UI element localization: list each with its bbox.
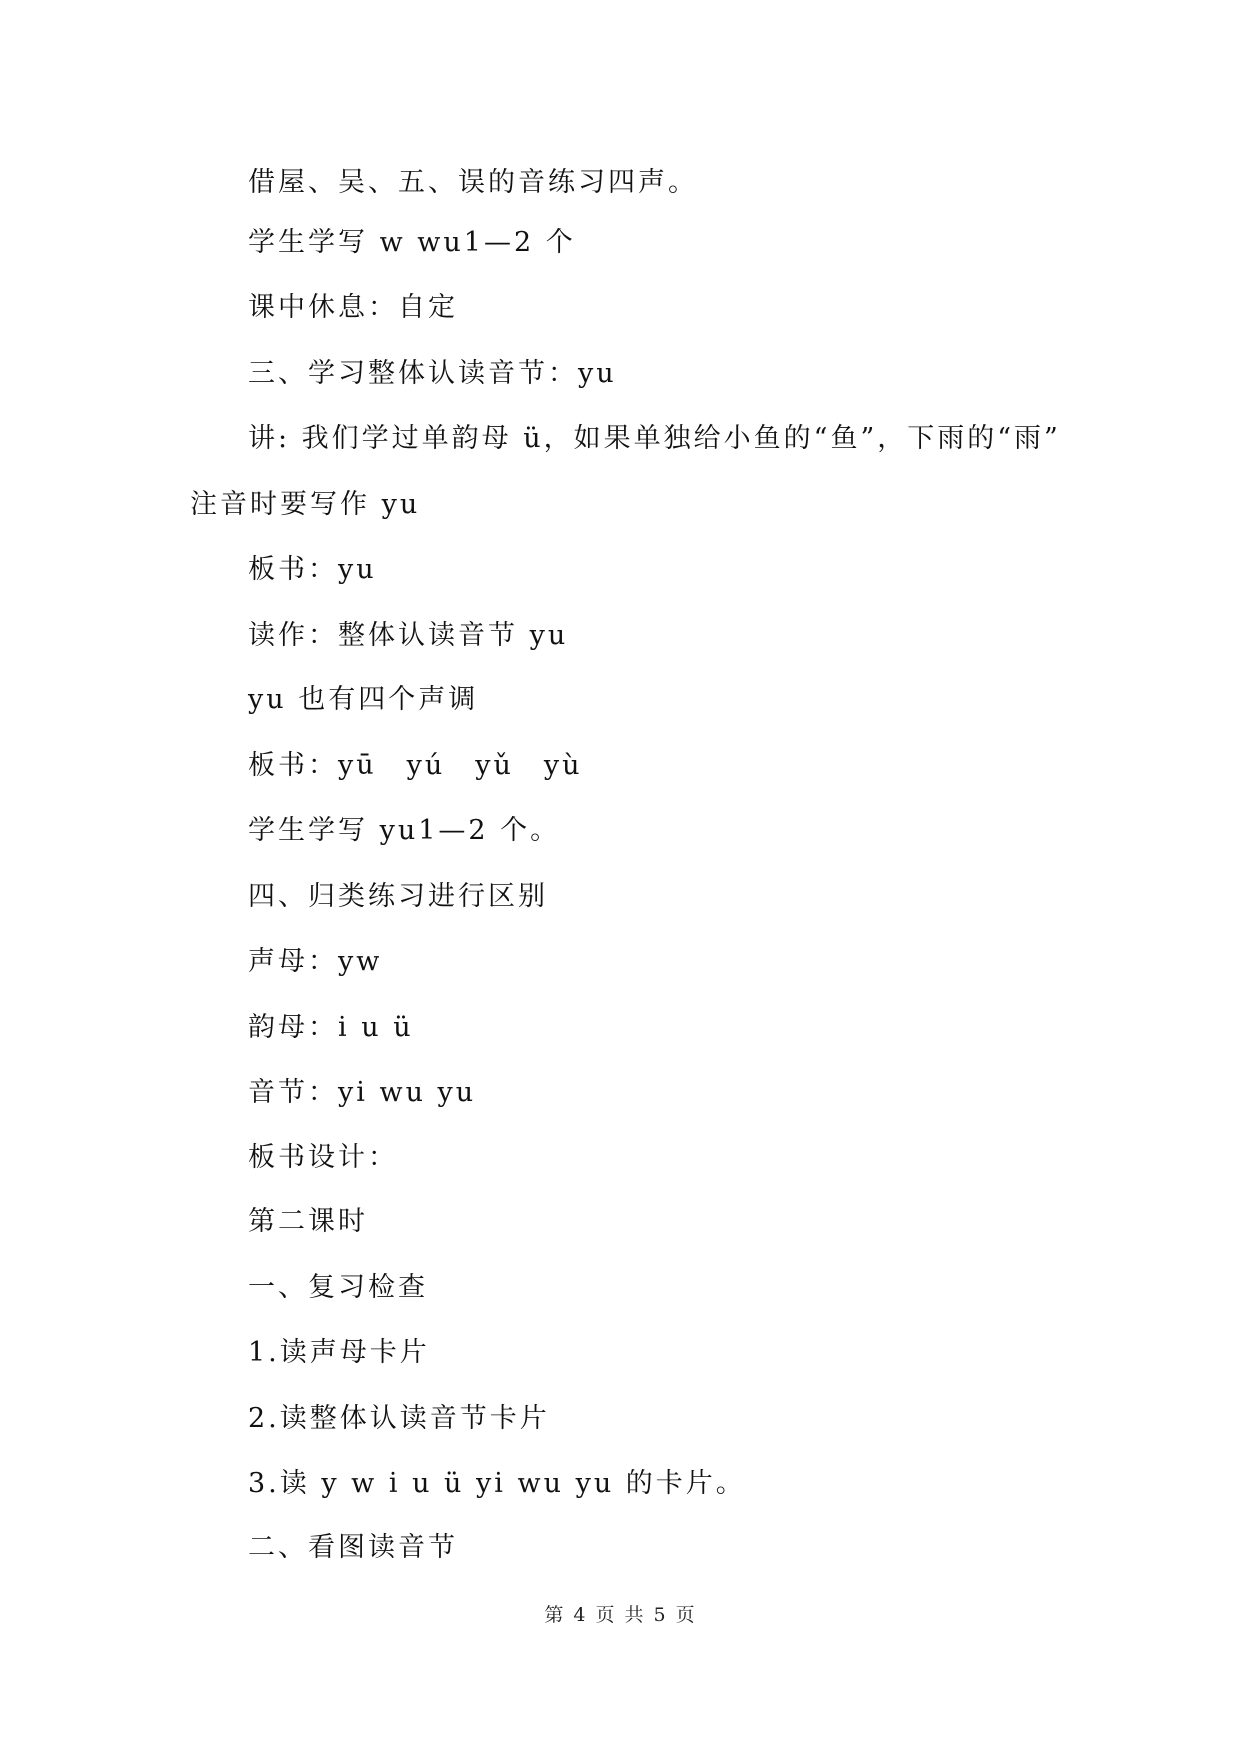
paragraph-line: 学生学写 yu1—2 个。 xyxy=(248,815,561,846)
paragraph-line: 讲: 我们学过单韵母 ü，如果单独给小鱼的“鱼”，下雨的“雨” xyxy=(248,423,1061,454)
list-item: 2.读整体认读音节卡片 xyxy=(248,1403,550,1434)
list-item: 1.读声母卡片 xyxy=(248,1337,430,1368)
section-heading: 一、复习检查 xyxy=(248,1272,428,1303)
paragraph-line: 板书：yū yú yǔ yù xyxy=(248,750,583,781)
paragraph-line: 读作：整体认读音节 yu xyxy=(248,620,569,651)
section-heading: 四、归类练习进行区别 xyxy=(248,881,548,912)
paragraph-line: 板书：yu xyxy=(248,554,377,585)
section-heading: 第二课时 xyxy=(248,1206,368,1237)
paragraph-line: 课中休息：自定 xyxy=(248,292,458,323)
list-item: 3.读 y w i u ü yi wu yu 的卡片。 xyxy=(248,1468,746,1499)
paragraph-line: 韵母：i u ü xyxy=(248,1012,414,1043)
section-heading: 二、看图读音节 xyxy=(248,1532,458,1563)
paragraph-line: 学生学写 w wu1—2 个 xyxy=(248,227,576,258)
paragraph-line-continued: 注音时要写作 yu xyxy=(190,489,421,520)
paragraph-line: 板书设计： xyxy=(248,1142,398,1173)
paragraph-line: 借屋、吴、五、误的音练习四声。 xyxy=(248,167,698,198)
section-heading: 三、学习整体认读音节：yu xyxy=(248,358,617,389)
paragraph-line: 声母：yw xyxy=(248,946,383,977)
paragraph-line: yu 也有四个声调 xyxy=(248,684,479,715)
page-number-footer: 第 4 页 共 5 页 xyxy=(544,1604,697,1626)
paragraph-line: 音节：yi wu yu xyxy=(248,1077,477,1108)
